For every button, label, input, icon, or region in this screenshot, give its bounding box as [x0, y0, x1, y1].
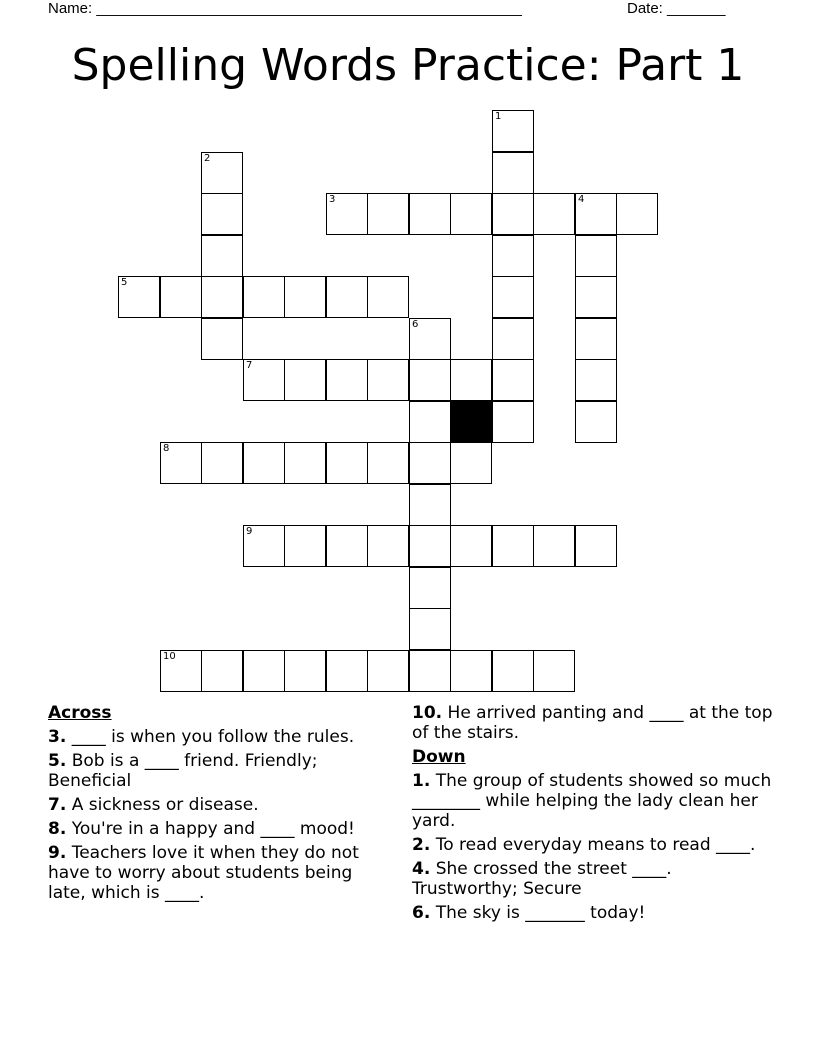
- clue-text: To read everyday means to read ____.: [435, 835, 756, 855]
- grid-cell[interactable]: [284, 525, 326, 567]
- grid-cell[interactable]: [284, 359, 326, 401]
- across-clue: [48, 843, 370, 903]
- grid-cell[interactable]: [160, 276, 202, 318]
- clue-number-label: 2: [204, 153, 211, 164]
- clue-text: The group of students showed so much ________ while helping the lady clean her yard.: [412, 771, 772, 831]
- across-clue: [48, 751, 370, 791]
- grid-cell[interactable]: [450, 525, 492, 567]
- grid-block: [450, 401, 492, 443]
- clue-number-label: 9: [246, 526, 253, 537]
- clue-number: 4.: [412, 859, 431, 879]
- clue-number: 2.: [412, 835, 431, 855]
- grid-cell[interactable]: [367, 359, 409, 401]
- clue-number: 6.: [412, 903, 431, 923]
- grid-cell[interactable]: [160, 442, 202, 484]
- grid-cell[interactable]: [492, 318, 534, 360]
- grid-cell[interactable]: [492, 359, 534, 401]
- grid-cell[interactable]: [326, 442, 368, 484]
- grid-cell[interactable]: [284, 650, 326, 692]
- grid-cell[interactable]: [492, 235, 534, 277]
- down-clue: [412, 903, 782, 923]
- grid-cell[interactable]: [243, 276, 285, 318]
- grid-cell[interactable]: [533, 525, 575, 567]
- grid-cell[interactable]: [367, 276, 409, 318]
- grid-cell[interactable]: [575, 235, 617, 277]
- grid-cell[interactable]: [492, 152, 534, 194]
- grid-cell[interactable]: [326, 525, 368, 567]
- grid-cell[interactable]: [533, 650, 575, 692]
- grid-cell[interactable]: [492, 110, 534, 152]
- grid-cell[interactable]: [201, 276, 243, 318]
- grid-cell[interactable]: [533, 193, 575, 235]
- grid-cell[interactable]: [160, 650, 202, 692]
- clue-number-label: 7: [246, 360, 253, 371]
- grid-cell[interactable]: [575, 401, 617, 443]
- clue-number: 1.: [412, 771, 431, 791]
- clue-text: He arrived panting and ____ at the top of the stairs.: [412, 703, 773, 743]
- grid-cell[interactable]: [243, 359, 285, 401]
- clue-number: 8.: [48, 819, 67, 839]
- clue-number-label: 3: [329, 194, 336, 205]
- grid-cell[interactable]: [409, 359, 451, 401]
- clue-number: 3.: [48, 727, 67, 747]
- grid-cell[interactable]: [243, 650, 285, 692]
- grid-cell[interactable]: [243, 442, 285, 484]
- clue-text: Bob is a ____ friend. Friendly; Beneficial: [48, 751, 318, 791]
- clue-number: 7.: [48, 795, 67, 815]
- down-clue: [412, 835, 782, 855]
- clues-right-column: [412, 703, 782, 927]
- name-field[interactable]: Name: ___________________________________________________: [48, 0, 522, 17]
- grid-cell[interactable]: [575, 525, 617, 567]
- grid-cell[interactable]: [409, 608, 451, 650]
- grid-cell[interactable]: [492, 193, 534, 235]
- clue-number-label: 6: [412, 319, 419, 330]
- grid-cell[interactable]: [201, 235, 243, 277]
- across-clue: [48, 795, 370, 815]
- grid-cell[interactable]: [284, 276, 326, 318]
- clue-text: The sky is _______ today!: [435, 903, 646, 923]
- grid-cell[interactable]: [367, 442, 409, 484]
- down-clue: [412, 859, 782, 899]
- grid-cell[interactable]: [201, 650, 243, 692]
- down-title: Down: [412, 747, 466, 767]
- clue-number: 5.: [48, 751, 67, 771]
- clue-text: You're in a happy and ____ mood!: [71, 819, 355, 839]
- grid-cell[interactable]: [326, 650, 368, 692]
- across-clue: [412, 703, 782, 743]
- grid-cell[interactable]: [450, 650, 492, 692]
- grid-cell[interactable]: [450, 442, 492, 484]
- grid-cell[interactable]: [492, 650, 534, 692]
- grid-cell[interactable]: [575, 276, 617, 318]
- grid-cell[interactable]: [118, 276, 160, 318]
- grid-cell[interactable]: [243, 525, 285, 567]
- grid-cell[interactable]: [616, 193, 658, 235]
- grid-cell[interactable]: [409, 318, 451, 360]
- grid-cell[interactable]: [450, 359, 492, 401]
- grid-cell[interactable]: [409, 484, 451, 526]
- grid-cell[interactable]: [367, 193, 409, 235]
- grid-cell[interactable]: [409, 442, 451, 484]
- grid-cell[interactable]: [450, 193, 492, 235]
- grid-cell[interactable]: [326, 276, 368, 318]
- grid-cell[interactable]: [409, 401, 451, 443]
- clue-number-label: 8: [163, 443, 170, 454]
- grid-cell[interactable]: [201, 193, 243, 235]
- grid-cell[interactable]: [409, 567, 451, 609]
- clue-text: Teachers love it when they do not have to worry about students being late, which is ____.: [48, 843, 359, 903]
- across-clue: [48, 727, 370, 747]
- grid-cell[interactable]: [492, 276, 534, 318]
- grid-cell[interactable]: [326, 193, 368, 235]
- clue-number-label: 4: [578, 194, 585, 205]
- across-clue: [48, 819, 370, 839]
- grid-cell[interactable]: [367, 650, 409, 692]
- grid-cell[interactable]: [409, 650, 451, 692]
- grid-cell[interactable]: [201, 318, 243, 360]
- grid-cell[interactable]: [201, 442, 243, 484]
- grid-cell[interactable]: [492, 401, 534, 443]
- grid-cell[interactable]: [367, 525, 409, 567]
- clue-number-label: 10: [163, 651, 176, 662]
- clue-number: 9.: [48, 843, 67, 863]
- clue-text: She crossed the street ____. Trustworthy; Secure: [412, 859, 672, 899]
- clue-number-label: 1: [495, 111, 502, 122]
- grid-cell[interactable]: [326, 359, 368, 401]
- clue-text: A sickness or disease.: [71, 795, 259, 815]
- date-field[interactable]: Date: _______: [627, 0, 726, 17]
- page-title: Spelling Words Practice: Part 1: [71, 40, 745, 91]
- grid-cell[interactable]: [409, 525, 451, 567]
- clues-left-column: [48, 703, 370, 907]
- clue-number: 10.: [412, 703, 443, 723]
- across-title: Across: [48, 703, 112, 723]
- grid-cell[interactable]: [284, 442, 326, 484]
- grid-cell[interactable]: [492, 525, 534, 567]
- grid-cell[interactable]: [409, 193, 451, 235]
- clue-number-label: 5: [121, 277, 128, 288]
- grid-cell[interactable]: [575, 359, 617, 401]
- grid-cell[interactable]: [575, 318, 617, 360]
- grid-cell[interactable]: [201, 152, 243, 194]
- clue-text: ____ is when you follow the rules.: [71, 727, 355, 747]
- grid-cell[interactable]: [575, 193, 617, 235]
- down-clue: [412, 771, 782, 831]
